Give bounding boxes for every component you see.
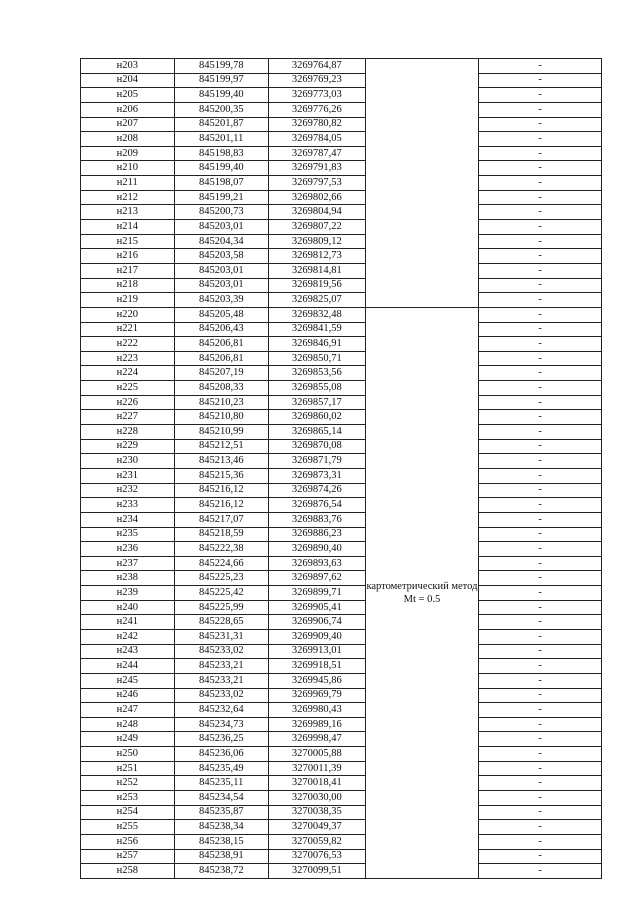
point-id-cell: н257: [81, 849, 175, 864]
description-cell: -: [479, 337, 602, 352]
y-coordinate-cell: 3269989,16: [269, 717, 366, 732]
x-coordinate-cell: 845238,91: [174, 849, 269, 864]
point-id-cell: н235: [81, 527, 175, 542]
point-id-cell: н247: [81, 703, 175, 718]
x-coordinate-cell: 845207,19: [174, 366, 269, 381]
y-coordinate-cell: 3270049,37: [269, 820, 366, 835]
table-row: [81, 234, 602, 249]
x-coordinate-cell: 845206,43: [174, 322, 269, 337]
description-cell: -: [479, 747, 602, 762]
point-id-cell: н258: [81, 864, 175, 879]
point-id-cell: н209: [81, 146, 175, 161]
point-id-cell: н212: [81, 190, 175, 205]
description-cell: -: [479, 176, 602, 191]
point-id-cell: н233: [81, 498, 175, 513]
table-row: [81, 73, 602, 88]
table-row: [81, 59, 602, 74]
table-row: [81, 512, 602, 527]
point-id-cell: н220: [81, 307, 175, 322]
x-coordinate-cell: 845201,11: [174, 132, 269, 147]
description-cell: -: [479, 454, 602, 469]
table-row: [81, 717, 602, 732]
x-coordinate-cell: 845236,06: [174, 747, 269, 762]
point-id-cell: н241: [81, 615, 175, 630]
table-row: [81, 776, 602, 791]
table-row: [81, 132, 602, 147]
point-id-cell: н239: [81, 586, 175, 601]
table-row: [81, 703, 602, 718]
point-id-cell: н245: [81, 673, 175, 688]
coordinates-table-body: [81, 59, 602, 879]
point-id-cell: н244: [81, 659, 175, 674]
x-coordinate-cell: 845235,49: [174, 761, 269, 776]
description-cell: -: [479, 190, 602, 205]
point-id-cell: н226: [81, 395, 175, 410]
point-id-cell: н224: [81, 366, 175, 381]
x-coordinate-cell: 845199,40: [174, 88, 269, 103]
description-cell: -: [479, 425, 602, 440]
x-coordinate-cell: 845232,64: [174, 703, 269, 718]
table-row: [81, 644, 602, 659]
description-cell: -: [479, 263, 602, 278]
y-coordinate-cell: 3269945,86: [269, 673, 366, 688]
coordinates-table: [80, 58, 602, 879]
x-coordinate-cell: 845204,34: [174, 234, 269, 249]
y-coordinate-cell: 3269886,23: [269, 527, 366, 542]
y-coordinate-cell: 3269850,71: [269, 351, 366, 366]
description-cell: -: [479, 703, 602, 718]
table-row: [81, 410, 602, 425]
point-id-cell: н218: [81, 278, 175, 293]
description-cell: -: [479, 629, 602, 644]
table-row: [81, 425, 602, 440]
description-cell: -: [479, 483, 602, 498]
x-coordinate-cell: 845212,51: [174, 439, 269, 454]
point-id-cell: н251: [81, 761, 175, 776]
table-row: [81, 439, 602, 454]
table-row: [81, 761, 602, 776]
point-id-cell: н214: [81, 220, 175, 235]
description-cell: -: [479, 234, 602, 249]
x-coordinate-cell: 845216,12: [174, 498, 269, 513]
table-row: [81, 629, 602, 644]
description-cell: -: [479, 571, 602, 586]
description-cell: -: [479, 381, 602, 396]
description-cell: -: [479, 468, 602, 483]
point-id-cell: н203: [81, 59, 175, 74]
point-id-cell: н221: [81, 322, 175, 337]
table-row: [81, 205, 602, 220]
table-row: [81, 146, 602, 161]
point-id-cell: н204: [81, 73, 175, 88]
point-id-cell: н210: [81, 161, 175, 176]
y-coordinate-cell: 3270018,41: [269, 776, 366, 791]
x-coordinate-cell: 845206,81: [174, 337, 269, 352]
description-cell: -: [479, 117, 602, 132]
table-row: [81, 732, 602, 747]
y-coordinate-cell: 3269855,08: [269, 381, 366, 396]
table-row: [81, 381, 602, 396]
description-cell: -: [479, 59, 602, 74]
y-coordinate-cell: 3269773,03: [269, 88, 366, 103]
table-row: [81, 834, 602, 849]
x-coordinate-cell: 845238,34: [174, 820, 269, 835]
point-id-cell: н213: [81, 205, 175, 220]
x-coordinate-cell: 845224,66: [174, 556, 269, 571]
y-coordinate-cell: 3269764,87: [269, 59, 366, 74]
point-id-cell: н208: [81, 132, 175, 147]
table-row: [81, 468, 602, 483]
y-coordinate-cell: 3269913,01: [269, 644, 366, 659]
y-coordinate-cell: 3270011,39: [269, 761, 366, 776]
y-coordinate-cell: 3269860,02: [269, 410, 366, 425]
table-row: [81, 366, 602, 381]
y-coordinate-cell: 3269857,17: [269, 395, 366, 410]
x-coordinate-cell: 845206,81: [174, 351, 269, 366]
y-coordinate-cell: 3269906,74: [269, 615, 366, 630]
x-coordinate-cell: 845225,42: [174, 586, 269, 601]
table-row: [81, 542, 602, 557]
y-coordinate-cell: 3269776,26: [269, 102, 366, 117]
y-coordinate-cell: 3269832,48: [269, 307, 366, 322]
x-coordinate-cell: 845236,25: [174, 732, 269, 747]
x-coordinate-cell: 845203,39: [174, 293, 269, 308]
y-coordinate-cell: 3270038,35: [269, 805, 366, 820]
table-row: [81, 293, 602, 308]
point-id-cell: н237: [81, 556, 175, 571]
point-id-cell: н232: [81, 483, 175, 498]
x-coordinate-cell: 845208,33: [174, 381, 269, 396]
y-coordinate-cell: 3269802,66: [269, 190, 366, 205]
point-id-cell: н216: [81, 249, 175, 264]
description-cell: -: [479, 132, 602, 147]
table-row: [81, 556, 602, 571]
description-cell: -: [479, 761, 602, 776]
y-coordinate-cell: 3269897,62: [269, 571, 366, 586]
table-row: [81, 805, 602, 820]
description-cell: -: [479, 688, 602, 703]
y-coordinate-cell: 3269918,51: [269, 659, 366, 674]
x-coordinate-cell: 845213,46: [174, 454, 269, 469]
description-cell: -: [479, 673, 602, 688]
x-coordinate-cell: 845203,01: [174, 220, 269, 235]
x-coordinate-cell: 845235,87: [174, 805, 269, 820]
y-coordinate-cell: 3269807,22: [269, 220, 366, 235]
y-coordinate-cell: 3269814,81: [269, 263, 366, 278]
x-coordinate-cell: 845238,72: [174, 864, 269, 879]
point-id-cell: н231: [81, 468, 175, 483]
description-cell: -: [479, 527, 602, 542]
point-id-cell: н215: [81, 234, 175, 249]
description-cell: -: [479, 615, 602, 630]
table-row: [81, 190, 602, 205]
point-id-cell: н238: [81, 571, 175, 586]
description-cell: -: [479, 366, 602, 381]
description-cell: -: [479, 351, 602, 366]
y-coordinate-cell: 3269865,14: [269, 425, 366, 440]
x-coordinate-cell: 845203,01: [174, 263, 269, 278]
table-row: [81, 351, 602, 366]
description-cell: -: [479, 659, 602, 674]
x-coordinate-cell: 845233,21: [174, 673, 269, 688]
description-cell: -: [479, 498, 602, 513]
description-cell: -: [479, 307, 602, 322]
description-cell: -: [479, 732, 602, 747]
x-coordinate-cell: 845233,02: [174, 644, 269, 659]
y-coordinate-cell: 3269873,31: [269, 468, 366, 483]
x-coordinate-cell: 845233,02: [174, 688, 269, 703]
description-cell: -: [479, 395, 602, 410]
point-id-cell: н243: [81, 644, 175, 659]
point-id-cell: н250: [81, 747, 175, 762]
table-row: [81, 688, 602, 703]
y-coordinate-cell: 3269899,71: [269, 586, 366, 601]
table-row: [81, 747, 602, 762]
table-row: [81, 849, 602, 864]
point-id-cell: н249: [81, 732, 175, 747]
y-coordinate-cell: 3269809,12: [269, 234, 366, 249]
x-coordinate-cell: 845200,35: [174, 102, 269, 117]
y-coordinate-cell: 3269876,54: [269, 498, 366, 513]
description-cell: -: [479, 278, 602, 293]
description-cell: -: [479, 834, 602, 849]
point-id-cell: н205: [81, 88, 175, 103]
x-coordinate-cell: 845210,99: [174, 425, 269, 440]
table-row: [81, 600, 602, 615]
y-coordinate-cell: 3269870,08: [269, 439, 366, 454]
y-coordinate-cell: 3270005,88: [269, 747, 366, 762]
description-cell: -: [479, 864, 602, 879]
point-id-cell: н223: [81, 351, 175, 366]
x-coordinate-cell: 845231,31: [174, 629, 269, 644]
table-row: [81, 161, 602, 176]
x-coordinate-cell: 845215,36: [174, 468, 269, 483]
y-coordinate-cell: 3269812,73: [269, 249, 366, 264]
description-cell: -: [479, 600, 602, 615]
table-row: [81, 483, 602, 498]
y-coordinate-cell: 3269769,23: [269, 73, 366, 88]
table-row: [81, 659, 602, 674]
description-cell: -: [479, 205, 602, 220]
table-row: [81, 864, 602, 879]
y-coordinate-cell: 3269874,26: [269, 483, 366, 498]
method-cell: картометрический метод Mt = 0.5: [365, 307, 479, 878]
table-row: [81, 278, 602, 293]
point-id-cell: н228: [81, 425, 175, 440]
description-cell: -: [479, 586, 602, 601]
x-coordinate-cell: 845233,21: [174, 659, 269, 674]
table-row: [81, 307, 602, 322]
y-coordinate-cell: 3269890,40: [269, 542, 366, 557]
description-cell: -: [479, 249, 602, 264]
table-row: [81, 454, 602, 469]
point-id-cell: н255: [81, 820, 175, 835]
point-id-cell: н206: [81, 102, 175, 117]
table-row: [81, 176, 602, 191]
description-cell: -: [479, 717, 602, 732]
method-cell: [365, 59, 479, 308]
y-coordinate-cell: 3269787,47: [269, 146, 366, 161]
description-cell: -: [479, 542, 602, 557]
x-coordinate-cell: 845203,01: [174, 278, 269, 293]
x-coordinate-cell: 845225,23: [174, 571, 269, 586]
description-cell: -: [479, 322, 602, 337]
point-id-cell: н256: [81, 834, 175, 849]
x-coordinate-cell: 845234,73: [174, 717, 269, 732]
y-coordinate-cell: 3269893,63: [269, 556, 366, 571]
x-coordinate-cell: 845199,21: [174, 190, 269, 205]
point-id-cell: н225: [81, 381, 175, 396]
point-id-cell: н229: [81, 439, 175, 454]
description-cell: -: [479, 161, 602, 176]
table-row: [81, 571, 602, 586]
table-row: [81, 615, 602, 630]
x-coordinate-cell: 845199,40: [174, 161, 269, 176]
x-coordinate-cell: 845238,15: [174, 834, 269, 849]
description-cell: -: [479, 439, 602, 454]
point-id-cell: н253: [81, 791, 175, 806]
point-id-cell: н211: [81, 176, 175, 191]
description-cell: -: [479, 512, 602, 527]
x-coordinate-cell: 845235,11: [174, 776, 269, 791]
description-cell: -: [479, 556, 602, 571]
table-row: [81, 395, 602, 410]
y-coordinate-cell: 3269784,05: [269, 132, 366, 147]
x-coordinate-cell: 845228,65: [174, 615, 269, 630]
x-coordinate-cell: 845203,58: [174, 249, 269, 264]
table-row: [81, 673, 602, 688]
y-coordinate-cell: 3270099,51: [269, 864, 366, 879]
y-coordinate-cell: 3269804,94: [269, 205, 366, 220]
x-coordinate-cell: 845199,97: [174, 73, 269, 88]
description-cell: -: [479, 73, 602, 88]
table-row: [81, 527, 602, 542]
description-cell: -: [479, 776, 602, 791]
y-coordinate-cell: 3269819,56: [269, 278, 366, 293]
table-row: [81, 249, 602, 264]
y-coordinate-cell: 3269780,82: [269, 117, 366, 132]
table-row: [81, 791, 602, 806]
x-coordinate-cell: 845201,87: [174, 117, 269, 132]
y-coordinate-cell: 3269909,40: [269, 629, 366, 644]
point-id-cell: н254: [81, 805, 175, 820]
y-coordinate-cell: 3269980,43: [269, 703, 366, 718]
x-coordinate-cell: 845216,12: [174, 483, 269, 498]
y-coordinate-cell: 3269871,79: [269, 454, 366, 469]
x-coordinate-cell: 845217,07: [174, 512, 269, 527]
point-id-cell: н240: [81, 600, 175, 615]
x-coordinate-cell: 845198,83: [174, 146, 269, 161]
y-coordinate-cell: 3269846,91: [269, 337, 366, 352]
point-id-cell: н230: [81, 454, 175, 469]
x-coordinate-cell: 845218,59: [174, 527, 269, 542]
point-id-cell: н248: [81, 717, 175, 732]
point-id-cell: н227: [81, 410, 175, 425]
y-coordinate-cell: 3270076,53: [269, 849, 366, 864]
description-cell: -: [479, 820, 602, 835]
y-coordinate-cell: 3269825,07: [269, 293, 366, 308]
point-id-cell: н207: [81, 117, 175, 132]
x-coordinate-cell: 845198,07: [174, 176, 269, 191]
description-cell: -: [479, 88, 602, 103]
table-row: [81, 220, 602, 235]
point-id-cell: н222: [81, 337, 175, 352]
description-cell: -: [479, 410, 602, 425]
x-coordinate-cell: 845210,80: [174, 410, 269, 425]
table-row: [81, 263, 602, 278]
description-cell: -: [479, 805, 602, 820]
y-coordinate-cell: 3269998,47: [269, 732, 366, 747]
x-coordinate-cell: 845200,73: [174, 205, 269, 220]
table-row: [81, 117, 602, 132]
point-id-cell: н217: [81, 263, 175, 278]
description-cell: -: [479, 644, 602, 659]
point-id-cell: н246: [81, 688, 175, 703]
table-row: [81, 820, 602, 835]
table-row: [81, 88, 602, 103]
table-row: [81, 498, 602, 513]
y-coordinate-cell: 3269853,56: [269, 366, 366, 381]
x-coordinate-cell: 845199,78: [174, 59, 269, 74]
y-coordinate-cell: 3269841,59: [269, 322, 366, 337]
description-cell: -: [479, 293, 602, 308]
description-cell: -: [479, 791, 602, 806]
table-row: [81, 322, 602, 337]
description-cell: -: [479, 102, 602, 117]
x-coordinate-cell: 845210,23: [174, 395, 269, 410]
y-coordinate-cell: 3269883,76: [269, 512, 366, 527]
y-coordinate-cell: 3270059,82: [269, 834, 366, 849]
point-id-cell: н234: [81, 512, 175, 527]
x-coordinate-cell: 845222,38: [174, 542, 269, 557]
point-id-cell: н236: [81, 542, 175, 557]
description-cell: -: [479, 849, 602, 864]
x-coordinate-cell: 845205,48: [174, 307, 269, 322]
y-coordinate-cell: 3270030,00: [269, 791, 366, 806]
x-coordinate-cell: 845225,99: [174, 600, 269, 615]
x-coordinate-cell: 845234,54: [174, 791, 269, 806]
table-row: [81, 102, 602, 117]
point-id-cell: н252: [81, 776, 175, 791]
description-cell: -: [479, 220, 602, 235]
y-coordinate-cell: 3269797,53: [269, 176, 366, 191]
point-id-cell: н242: [81, 629, 175, 644]
description-cell: -: [479, 146, 602, 161]
y-coordinate-cell: 3269791,83: [269, 161, 366, 176]
point-id-cell: н219: [81, 293, 175, 308]
table-row: [81, 586, 602, 601]
y-coordinate-cell: 3269905,41: [269, 600, 366, 615]
y-coordinate-cell: 3269969,79: [269, 688, 366, 703]
table-row: [81, 337, 602, 352]
